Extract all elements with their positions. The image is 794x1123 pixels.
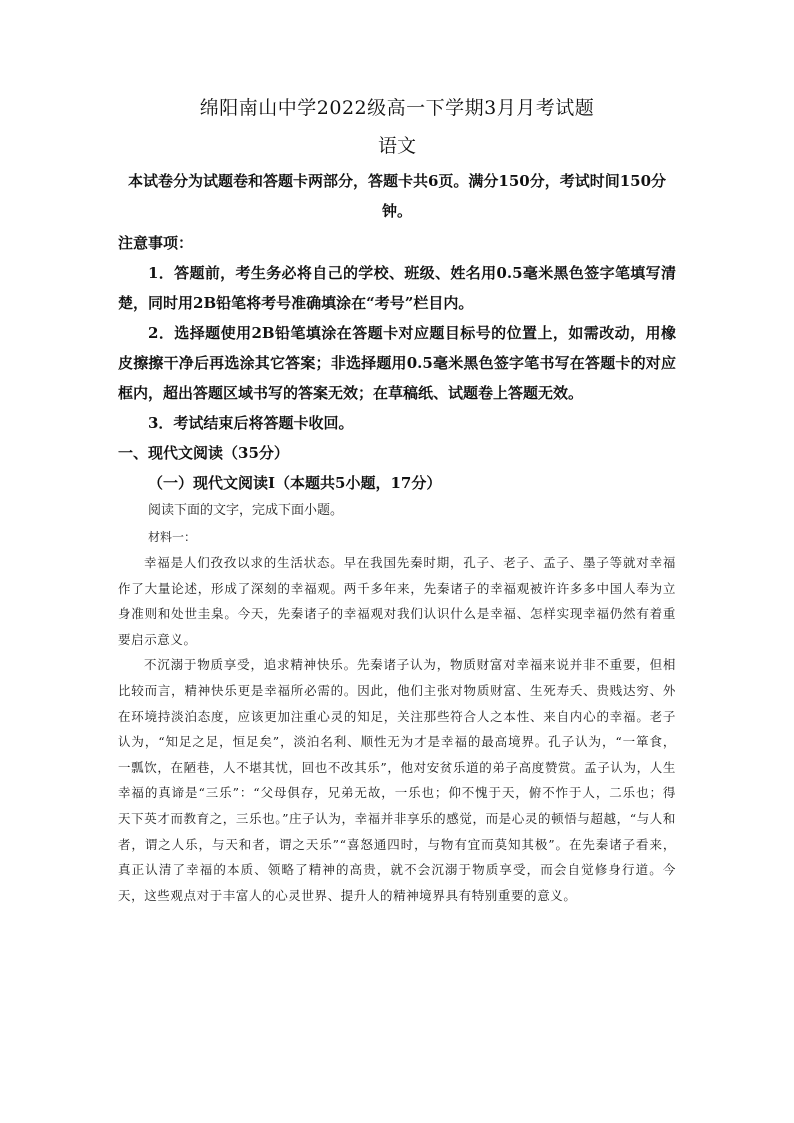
exam-title: 绵阳南山中学2022级高一下学期3月月考试题: [199, 97, 595, 119]
note-item-3: 3．考试结束后将答题卡收回。: [148, 414, 354, 432]
subsection-heading: （一）现代文阅读Ⅰ（本题共5小题，17分）: [148, 474, 442, 492]
section-heading: 一、现代文阅读（35分）: [118, 444, 289, 462]
notes-heading: 注意事项：: [118, 234, 194, 252]
material-paragraph-2: 不沉溺于物质享受，追求精神快乐。先秦诸子认为，物质财富对幸福来说并非不重要，但相比较而言，精神快乐更是幸福所必需的。因此，他们主张对物质财富、生死寿夭、贵贱达穷、外在环境持淡泊态度，应该更加注重心灵的知足，关注那些符合人之本性、来自内心的幸福。老子认为，“知足之足，恒足矣”，淡泊名利、顺性无为才是幸福的最高境界。孔子认为，“一箪食，一瓢饮，在陋巷，人不堪其忧，回也不改其乐”，他对安贫乐道的弟子高度赞赏。孟子认为，人生幸福的真谛是“三乐”：“父母俱存，兄弟无故，一乐也；仰不愧于天，俯不怍于人，二乐也；得天下英才而教育之，三乐也。”庄子认为，幸福并非享乐的感觉，而是心灵的顿悟与超越，“与人和者，谓之人乐，与天和者，谓之天乐”“喜怒通四时，与物有宜而莫知其极”。在先秦诸子看来，真正认清了幸福的本质、领略了精神的高贵，就不会沉溺于物质享受，而会自觉修身行道。今天，这些观点对于丰富人的心灵世界、提升人的精神境界具有特别重要的意义。: [118, 657, 676, 903]
note-item-2: 2．选择题使用2B铅笔填涂在答题卡对应题目标号的位置上，如需改动，用橡皮擦擦干净后再选涂其它答案；非选择题用0.5毫米黑色签字笔书写在答题卡的对应框内，超出答题区域书写的答案无效；在草稿纸、试题卷上答题无效。: [118, 324, 676, 402]
reading-instruction: 阅读下面的文字，完成下面小题。: [148, 503, 344, 518]
material-label: 材料一：: [148, 530, 197, 544]
note-item-1: 1．答题前，考生务必将自己的学校、班级、姓名用0.5毫米黑色签字笔填写清楚，同时用2B铅笔将考号准确填涂在“考号”栏目内。: [118, 264, 676, 312]
material-paragraph-1: 幸福是人们孜孜以求的生活状态。早在我国先秦时期，孔子、老子、孟子、墨子等就对幸福作了大量论述，形成了深刻的幸福观。两千多年来，先秦诸子的幸福观被许许多多中国人奉为立身准则和处世圭臬。今天，先秦诸子的幸福观对我们认识什么是幸福、怎样实现幸福仍然有着重要启示意义。: [118, 555, 676, 647]
exam-intro: 本试卷分为试题卷和答题卡两部分，答题卡共6页。满分150分，考试时间150分钟。: [127, 172, 667, 220]
subject-title: 语文: [377, 135, 416, 157]
